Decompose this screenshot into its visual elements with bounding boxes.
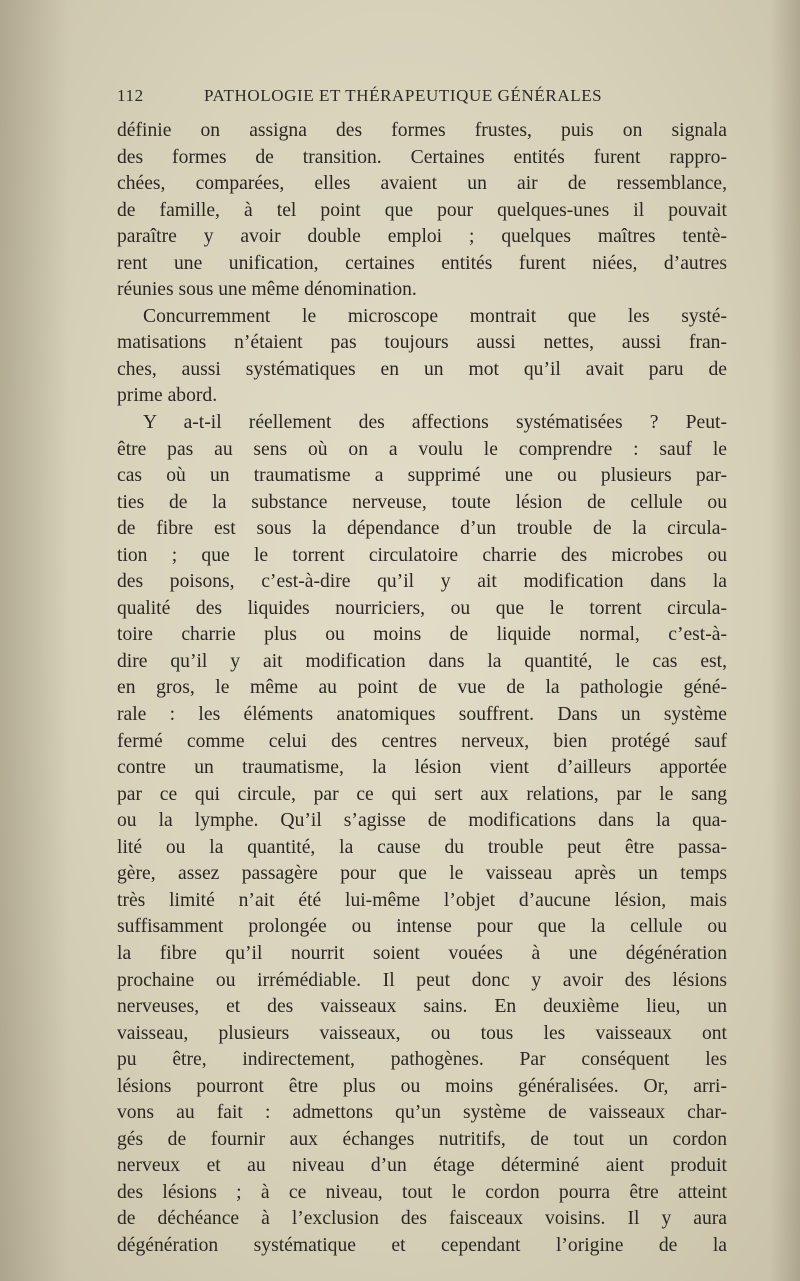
text-line: ou la lymphe. Qu’il s’agisse de modifications dans la qua- — [117, 810, 727, 832]
text-line: lésions pourront être plus ou moins généralisées. Or, arri- — [117, 1075, 727, 1097]
text-line: prochaine ou irrémédiable. Il peut donc y avoir des lésions — [117, 969, 727, 991]
text-line: matisations n’étaient pas toujours aussi nettes, aussi fran- — [117, 332, 727, 354]
text-line: des poisons, c’est-à-dire qu’il y ait modification dans la — [117, 571, 727, 593]
text-line: très limité n’ait été lui-même l’objet d’aucune lésion, mais — [117, 889, 727, 911]
text-line: dire qu’il y ait modification dans la quantité, le cas est, — [117, 650, 727, 672]
text-line: qualité des liquides nourriciers, ou que le torrent circula- — [117, 597, 727, 619]
text-line: chées, comparées, elles avaient un air de ressemblance, — [117, 173, 727, 195]
text-line: contre un traumatisme, la lésion vient d’ailleurs apportée — [117, 757, 727, 779]
text-line: dégénération systématique et cependant l’origine de la — [117, 1234, 727, 1256]
running-header — [117, 86, 657, 116]
text-line: en gros, le même au point de vue de la pathologie géné- — [117, 677, 727, 699]
text-line: rent une unification, certaines entités furent niées, d’autres — [117, 252, 727, 274]
text-line: réunies sous une même dénomination. — [117, 279, 417, 301]
text-line: tion ; que le torrent circulatoire charrie des microbes ou — [117, 544, 727, 566]
text-line: suffisamment prolongée ou intense pour que la cellule ou — [117, 916, 727, 938]
text-line: nerveuses, et des vaisseaux sains. En deuxième lieu, un — [117, 996, 727, 1018]
text-line: Concurremment le microscope montrait que les systé- — [143, 305, 727, 327]
text-line: rale : les éléments anatomiques souffrent. Dans un système — [117, 704, 727, 726]
page-edge-shadow — [770, 0, 800, 1281]
text-line: gés de fournir aux échanges nutritifs, de tout un cordon — [117, 1128, 727, 1150]
text-line: la fibre qu’il nourrit soient vouées à une dégénération — [117, 942, 727, 964]
text-line: ches, aussi systématiques en un mot qu’il avait paru de — [117, 358, 727, 380]
text-line: ties de la substance nerveuse, toute lésion de cellule ou — [117, 491, 727, 513]
text-line: paraître y avoir double emploi ; quelques maîtres tentè- — [117, 226, 727, 248]
page-number: 112 — [117, 86, 144, 105]
text-line: nerveux et au niveau d’un étage déterminé aient produit — [117, 1155, 727, 1177]
text-line: cas où un traumatisme a supprimé une ou plusieurs par- — [117, 465, 727, 487]
text-line: lité ou la quantité, la cause du trouble peut être passa- — [117, 836, 727, 858]
text-line: pu être, indirectement, pathogènes. Par conséquent les — [117, 1049, 727, 1071]
running-title: PATHOLOGIE ET THÉRAPEUTIQUE GÉNÉRALES — [204, 86, 603, 105]
text-line: gère, assez passagère pour que le vaisseau après un temps — [117, 863, 727, 885]
text-line: par ce qui circule, par ce qui sert aux relations, par le sang — [117, 783, 727, 805]
text-line: vaisseau, plusieurs vaisseaux, ou tous les vaisseaux ont — [117, 1022, 727, 1044]
text-line: fermé comme celui des centres nerveux, bien protégé sauf — [117, 730, 727, 752]
text-line: vons au fait : admettons qu’un système de vaisseaux char- — [117, 1102, 727, 1124]
text-line: de famille, à tel point que pour quelques-unes il pouvait — [117, 199, 727, 221]
body-text — [117, 118, 727, 1260]
text-line: de fibre est sous la dépendance d’un trouble de la circula- — [117, 518, 727, 540]
text-line: des lésions ; à ce niveau, tout le cordon pourra être atteint — [117, 1181, 727, 1203]
text-line: Y a-t-il réellement des affections systématisées ? Peut- — [143, 412, 727, 434]
text-line: toire charrie plus ou moins de liquide normal, c’est-à- — [117, 624, 727, 646]
text-line: prime abord. — [117, 385, 218, 407]
text-line: de déchéance à l’exclusion des faisceaux voisins. Il y aura — [117, 1208, 727, 1230]
text-line: définie on assigna des formes frustes, puis on signala — [117, 120, 727, 141]
page-gutter-shadow — [0, 0, 70, 1281]
text-line: être pas au sens où on a voulu le comprendre : sauf le — [117, 438, 727, 460]
text-line: des formes de transition. Certaines entités furent rappro- — [117, 146, 727, 168]
